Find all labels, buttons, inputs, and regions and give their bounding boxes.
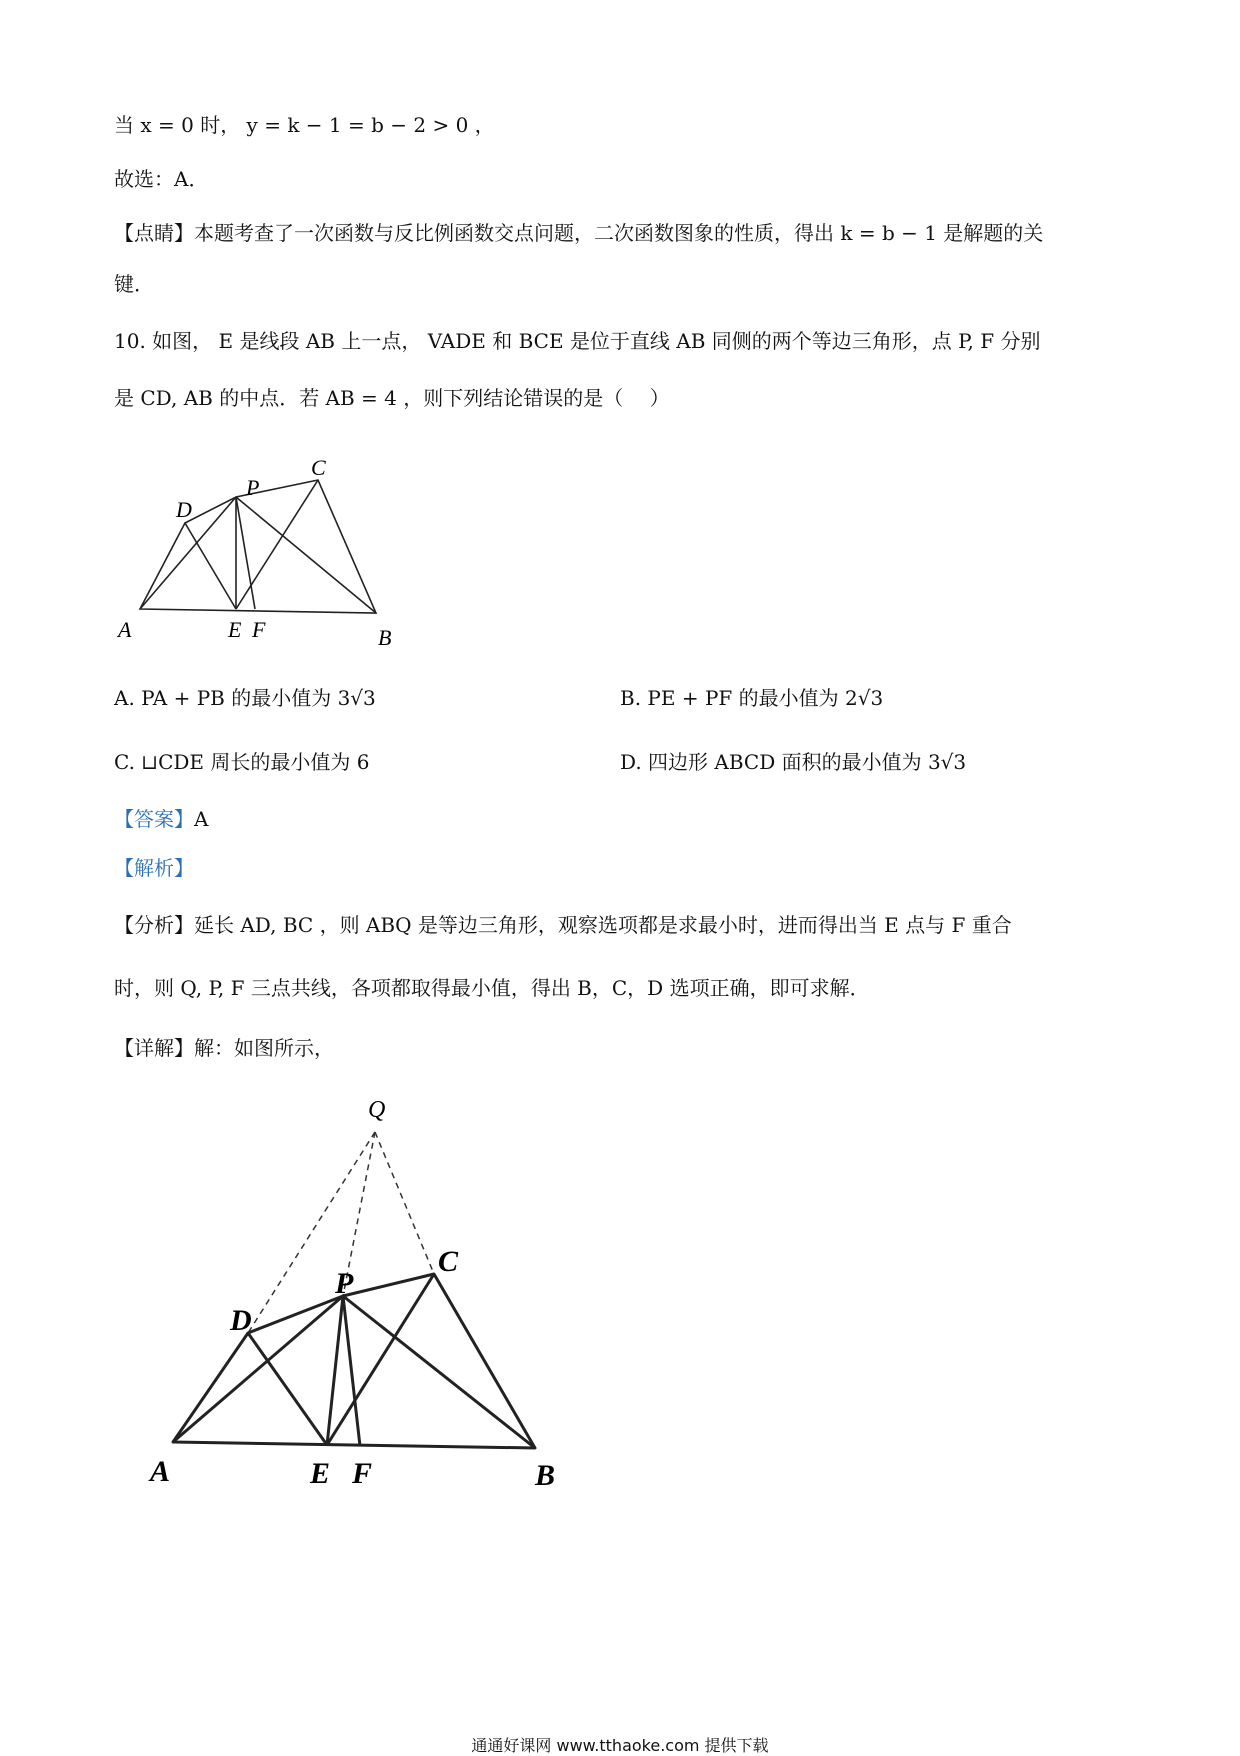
text-line-1: 当 x = 0 时， y = k − 1 = b − 2 > 0 ， (114, 113, 495, 137)
option-d: D. 四边形 ABCD 面积的最小值为 3√3 (620, 750, 967, 774)
fig2-label-q: Q (368, 1097, 386, 1123)
xiangjie-text: 解：如图所示， (194, 1036, 334, 1060)
question-10-line-2: 是 CD, AB 的中点．若 AB = 4 ，则下列结论错误的是（ ） (114, 386, 670, 410)
fig1-label-c: C (311, 455, 326, 480)
fig1-label-p: P (246, 475, 260, 500)
answer-line (114, 805, 208, 833)
xiangjie-tag: 【详解】 (114, 1036, 194, 1060)
xiangjie-line (114, 1034, 334, 1062)
dianjing-line: 【点睛】本题考查了一次函数与反比例函数交点问题，二次函数图象的性质，得出 k = b − 1 是解题的关 (114, 221, 1044, 245)
fenxi-text-1: 延长 AD, BC ，则 ABQ 是等边三角形，观察选项都是求最小时，进而得出当 E 点与 F 重合 (194, 913, 1012, 937)
fig2-label-f: F (352, 1457, 373, 1490)
answer-tag: 【答案】 (114, 807, 194, 831)
question-10-line-1: 10. 如图， E 是线段 AB 上一点， VADE 和 BCE 是位于直线 AB 同侧的两个等边三角形，点 P, F 分别 (114, 329, 1041, 353)
footer-watermark: 通通好课网 www.tthaoke.com 提供下载 (471, 1736, 769, 1755)
fig2-label-b: B (535, 1459, 556, 1492)
option-b: B. PE + PF 的最小值为 2√3 (620, 686, 884, 710)
fig1-label-d: D (176, 497, 192, 522)
figure-2 (130, 1085, 590, 1530)
fig2-label-c: C (438, 1245, 459, 1278)
text-line-2: 故选：A． (114, 167, 209, 191)
fig1-label-a: A (118, 617, 132, 642)
fig1-label-f: F (252, 617, 266, 642)
fig1-label-e: E (228, 617, 242, 642)
figure-1 (110, 445, 410, 655)
fig2-label-d: D (230, 1304, 252, 1337)
fig2-label-a: A (150, 1455, 171, 1488)
fig1-label-b: B (378, 625, 392, 650)
fenxi-line-2: 时，则 Q, P, F 三点共线，各项都取得最小值，得出 B，C，D 选项正确，即可求解． (114, 976, 870, 1000)
fig2-label-p: P (335, 1267, 354, 1300)
dianjing-line-cont: 键． (114, 272, 154, 296)
analysis-tag: 【解析】 (114, 856, 194, 880)
answer-value: A (194, 807, 209, 831)
option-c: C. ⊔CDE 周长的最小值为 6 (114, 750, 370, 774)
fenxi-tag: 【分析】 (114, 913, 194, 937)
fig2-label-e: E (310, 1457, 331, 1490)
fenxi-line-1 (114, 911, 1012, 939)
option-a: A. PA + PB 的最小值为 3√3 (114, 686, 376, 710)
